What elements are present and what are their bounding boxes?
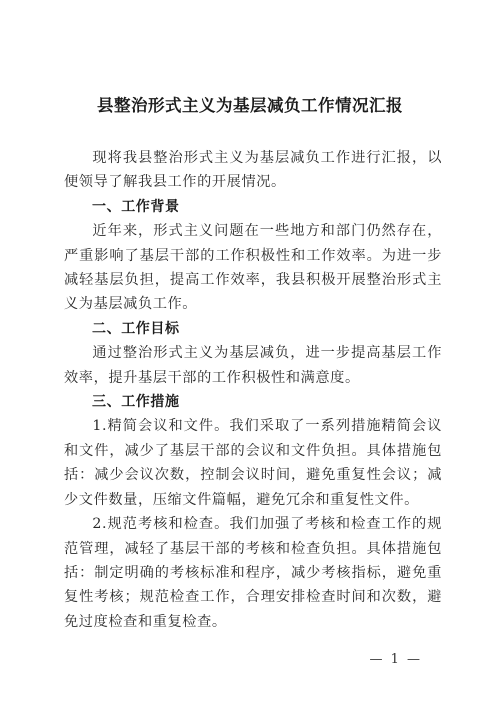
section-heading-measures: 三、工作措施: [92, 394, 180, 411]
measure-item-1: 1.精简会议和文件。我们采取了一系列措施精简会议和文件，减少了基层干部的会议和文件负担。具体措施包括：减少会议次数，控制会议时间，避免重复性会议；减少文件数量，压缩文件篇幅，避免冗余和重复性文件。: [64, 418, 442, 508]
background-paragraph: 近年来，形式主义问题在一些地方和部门仍然存在，严重影响了基层干部的工作积极性和工作效率。为进一步减轻基层负担，提高工作效率，我县积极开展整治形式主义为基层减负工作。: [64, 223, 442, 313]
document-body: [64, 146, 442, 634]
page-number: — 1 —: [369, 652, 422, 667]
section-heading-goals: 二、工作目标: [92, 320, 180, 337]
intro-paragraph: 现将我县整治形式主义为基层减负工作进行汇报，以便领导了解我县工作的开展情况。: [64, 150, 442, 191]
section-heading-background: 一、工作背景: [92, 198, 180, 215]
document-title: 县整治形式主义为基层减负工作情况汇报: [97, 96, 403, 115]
goals-paragraph: 通过整治形式主义为基层减负，进一步提高基层工作效率，提升基层干部的工作积极性和满意度。: [64, 345, 442, 386]
measure-item-2: 2.规范考核和检查。我们加强了考核和检查工作的规范管理，减轻了基层干部的考核和检查负担。具体措施包括：制定明确的考核标准和程序，减少考核指标，避免重复性考核；规范检查工作，合理安排检查时间和次数，避免过度检查和重复检查。: [64, 516, 442, 630]
